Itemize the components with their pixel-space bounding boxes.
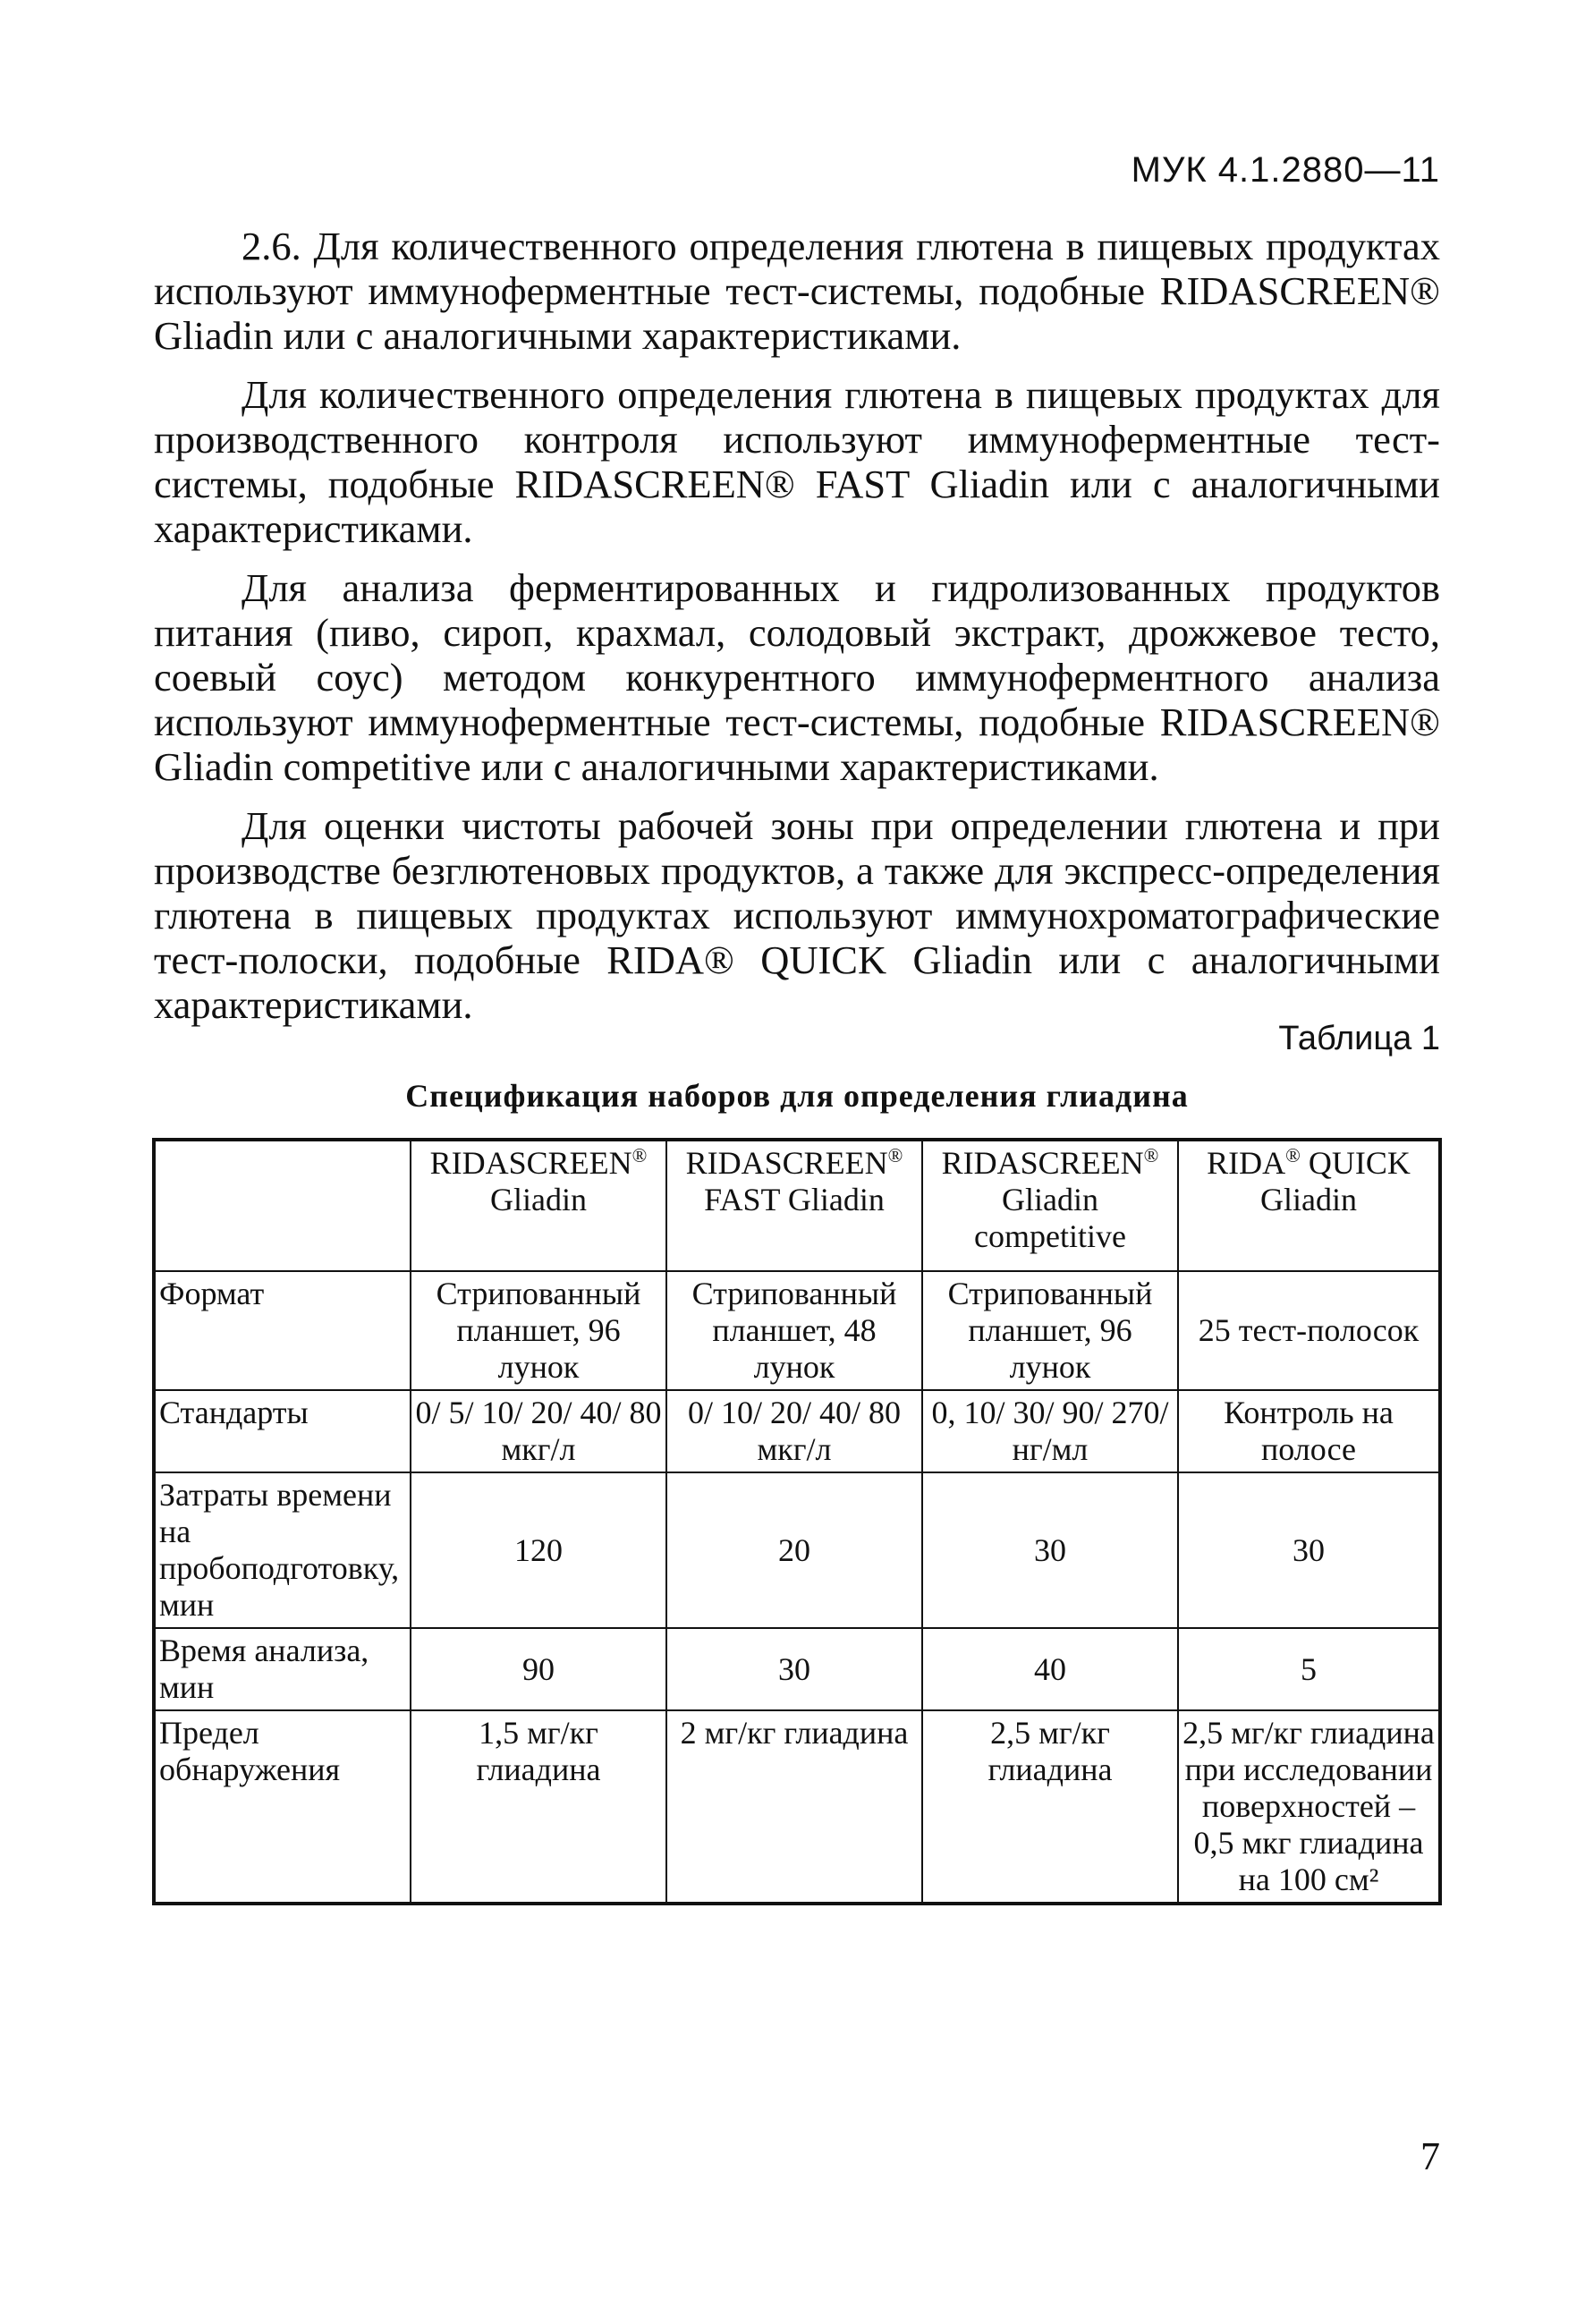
table-cell: 30 (1178, 1472, 1440, 1628)
table-cell: Контроль на полосе (1178, 1390, 1440, 1472)
table-label: Таблица 1 (1278, 1020, 1440, 1057)
table-cell: 5 (1178, 1628, 1440, 1710)
table-cell: 0/ 5/ 10/ 20/ 40/ 80 мкг/л (411, 1390, 666, 1472)
header-empty-cell (154, 1140, 411, 1271)
spec-table (152, 1138, 1442, 1905)
table-cell: 40 (922, 1628, 1178, 1710)
row-header: Формат (154, 1271, 411, 1390)
table-cell: Стрипованный планшет, 48 лунок (666, 1271, 922, 1390)
table-cell: 20 (666, 1472, 922, 1628)
table-caption: Спецификация наборов для определения глиадина (405, 1078, 1189, 1114)
paragraph-quick-strips: Для оценки чистоты рабочей зоны при определении глютена и при производстве безглютеновых продуктов, а также для экспресс-определения глютена в пищевых продуктах используют иммунохроматографические тест-полоски, подобные RIDA® QUICK Gliadin или с аналогичными характеристиками. (154, 803, 1440, 1027)
table-cell: 0, 10/ 30/ 90/ 270/ нг/мл (922, 1390, 1178, 1472)
table-cell: 1,5 мг/кг глиадина (411, 1710, 666, 1904)
table-cell: 0/ 10/ 20/ 40/ 80 мкг/л (666, 1390, 922, 1472)
table-row (154, 1710, 1440, 1904)
table-row (154, 1628, 1440, 1710)
table-cell: 2,5 мг/кг глиадина при исследовании поверхностей – 0,5 мкг глиадина на 100 см² (1178, 1710, 1440, 1904)
table-row (154, 1390, 1440, 1472)
table-cell: Стрипованный планшет, 96 лунок (411, 1271, 666, 1390)
column-header: RIDASCREEN® FAST Gliadin (666, 1140, 922, 1271)
table-cell: 30 (666, 1628, 922, 1710)
table-row (154, 1271, 1440, 1390)
table-cell: 25 тест-полосок (1178, 1271, 1440, 1390)
table-cell: Стрипованный планшет, 96 лунок (922, 1271, 1178, 1390)
paragraph-competitive: Для анализа ферментированных и гидролизованных продуктов питания (пиво, сироп, крахмал, солодовый экстракт, дрожжевое тесто, соевый соус) методом конкурентного иммуноферментного анализа используют иммуноферментные тест-системы, подобные RIDASCREEN® Gliadin competitive или с аналогичными характеристиками. (154, 565, 1440, 789)
paragraph-fast-gliadin: Для количественного определения глютена в пищевых продуктах для производственного контроля используют иммуноферментные тест-системы, подобные RIDASCREEN® FAST Gliadin или с аналогичными характеристиками. (154, 372, 1440, 551)
page-number: 7 (1420, 2134, 1440, 2178)
table-header-row (154, 1140, 1440, 1271)
document-code: МУК 4.1.2880—11 (1131, 150, 1440, 190)
row-header: Предел обнаружения (154, 1710, 411, 1904)
table-row (154, 1472, 1440, 1628)
paragraph-2-6: 2.6. Для количественного определения глютена в пищевых продуктах используют иммуноферментные тест-системы, подобные RIDASCREEN® Gliadin или с аналогичными характеристиками. (154, 224, 1440, 358)
column-header: RIDA® QUICK Gliadin (1178, 1140, 1440, 1271)
row-header: Стандарты (154, 1390, 411, 1472)
row-header: Затраты времени на пробоподготовку, мин (154, 1472, 411, 1628)
table-cell: 120 (411, 1472, 666, 1628)
table-cell: 90 (411, 1628, 666, 1710)
table-cell: 30 (922, 1472, 1178, 1628)
table-cell: 2 мг/кг глиадина (666, 1710, 922, 1904)
body-text (154, 224, 1440, 1041)
column-header: RIDASCREEN® Gliadin (411, 1140, 666, 1271)
column-header: RIDASCREEN® Gliadin competitive (922, 1140, 1178, 1271)
row-header: Время анализа, мин (154, 1628, 411, 1710)
table-cell: 2,5 мг/кг глиадина (922, 1710, 1178, 1904)
